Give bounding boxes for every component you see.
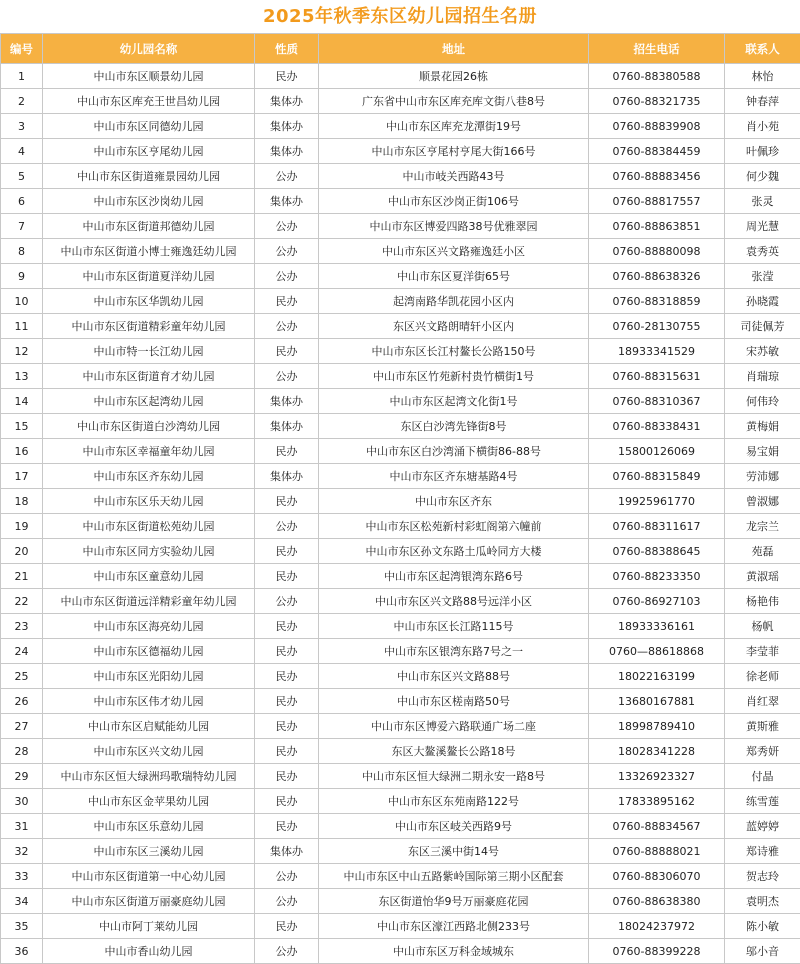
header-name: 幼儿园名称 (43, 34, 255, 64)
cell-contact: 袁秀英 (725, 239, 800, 264)
cell-number: 15 (1, 414, 43, 439)
cell-contact: 张灵 (725, 189, 800, 214)
cell-name: 中山市东区街道白沙湾幼儿园 (43, 414, 255, 439)
table-row (1, 889, 800, 914)
cell-type: 民办 (255, 289, 319, 314)
cell-number: 2 (1, 89, 43, 114)
cell-name: 中山市东区齐东幼儿园 (43, 464, 255, 489)
cell-phone: 18022163199 (589, 664, 725, 689)
cell-type: 民办 (255, 814, 319, 839)
table-row (1, 939, 800, 964)
cell-address: 中山市东区库充龙潭街19号 (319, 114, 589, 139)
header-phone: 招生电话 (589, 34, 725, 64)
cell-name: 中山市东区华凯幼儿园 (43, 289, 255, 314)
cell-number: 22 (1, 589, 43, 614)
cell-address: 中山市东区银湾东路7号之一 (319, 639, 589, 664)
cell-type: 民办 (255, 339, 319, 364)
cell-contact: 张滢 (725, 264, 800, 289)
cell-address: 中山市东区齐东 (319, 489, 589, 514)
table-row (1, 539, 800, 564)
table-row (1, 514, 800, 539)
cell-number: 26 (1, 689, 43, 714)
cell-number: 17 (1, 464, 43, 489)
cell-contact: 肖瑞琼 (725, 364, 800, 389)
cell-phone: 19925961770 (589, 489, 725, 514)
table-row (1, 114, 800, 139)
cell-phone: 0760-88883456 (589, 164, 725, 189)
cell-address: 中山市东区沙岗正街106号 (319, 189, 589, 214)
kindergarten-table (0, 33, 800, 964)
cell-type: 民办 (255, 789, 319, 814)
cell-phone: 0760-88380588 (589, 64, 725, 89)
cell-address: 中山市东区中山五路紫岭国际第三期小区配套 (319, 864, 589, 889)
cell-name: 中山市东区乐天幼儿园 (43, 489, 255, 514)
cell-number: 21 (1, 564, 43, 589)
table-row (1, 789, 800, 814)
cell-number: 33 (1, 864, 43, 889)
cell-name: 中山市东区街道夏洋幼儿园 (43, 264, 255, 289)
cell-phone: 18933336161 (589, 614, 725, 639)
cell-number: 6 (1, 189, 43, 214)
cell-type: 民办 (255, 564, 319, 589)
cell-contact: 林怡 (725, 64, 800, 89)
cell-address: 东区三溪中街14号 (319, 839, 589, 864)
cell-name: 中山市东区库充王世昌幼儿园 (43, 89, 255, 114)
cell-phone: 13326923327 (589, 764, 725, 789)
cell-phone: 0760-88321735 (589, 89, 725, 114)
cell-phone: 0760-88315849 (589, 464, 725, 489)
table-row (1, 814, 800, 839)
cell-address: 中山市东区白沙湾涌下横街86-88号 (319, 439, 589, 464)
cell-name: 中山市东区街道精彩童年幼儿园 (43, 314, 255, 339)
cell-number: 9 (1, 264, 43, 289)
cell-type: 民办 (255, 664, 319, 689)
cell-type: 民办 (255, 764, 319, 789)
cell-name: 中山市东区兴文幼儿园 (43, 739, 255, 764)
table-row (1, 264, 800, 289)
cell-phone: 0760-88306070 (589, 864, 725, 889)
cell-contact: 苑磊 (725, 539, 800, 564)
table-row (1, 764, 800, 789)
cell-contact: 黄淑瑶 (725, 564, 800, 589)
cell-phone: 0760-28130755 (589, 314, 725, 339)
cell-address: 中山市东区起湾文化街1号 (319, 389, 589, 414)
cell-name: 中山市东区街道松苑幼儿园 (43, 514, 255, 539)
cell-contact: 肖小苑 (725, 114, 800, 139)
cell-type: 民办 (255, 64, 319, 89)
header-type: 性质 (255, 34, 319, 64)
cell-contact: 邬小音 (725, 939, 800, 964)
cell-contact: 付晶 (725, 764, 800, 789)
cell-address: 中山市东区竹苑新村贵竹横街1号 (319, 364, 589, 389)
cell-address: 起湾南路华凯花园小区内 (319, 289, 589, 314)
cell-type: 民办 (255, 914, 319, 939)
table-row (1, 714, 800, 739)
cell-number: 5 (1, 164, 43, 189)
cell-type: 公办 (255, 214, 319, 239)
header-address: 地址 (319, 34, 589, 64)
cell-number: 25 (1, 664, 43, 689)
table-row (1, 839, 800, 864)
cell-contact: 黄梅娟 (725, 414, 800, 439)
cell-contact: 蓝婷婷 (725, 814, 800, 839)
cell-name: 中山市东区亨尾幼儿园 (43, 139, 255, 164)
cell-phone: 0760-88638326 (589, 264, 725, 289)
cell-phone: 0760-88310367 (589, 389, 725, 414)
table-row (1, 89, 800, 114)
cell-type: 民办 (255, 614, 319, 639)
cell-phone: 0760-88399228 (589, 939, 725, 964)
cell-address: 中山市东区博爱四路38号优雅翠园 (319, 214, 589, 239)
cell-contact: 杨艳伟 (725, 589, 800, 614)
cell-type: 公办 (255, 939, 319, 964)
cell-number: 13 (1, 364, 43, 389)
cell-name: 中山市东区街道远洋精彩童年幼儿园 (43, 589, 255, 614)
cell-type: 民办 (255, 639, 319, 664)
cell-type: 民办 (255, 714, 319, 739)
cell-name: 中山市东区恒大绿洲玛歌瑞特幼儿园 (43, 764, 255, 789)
cell-contact: 劳沛娜 (725, 464, 800, 489)
table-row (1, 239, 800, 264)
table-row (1, 739, 800, 764)
cell-name: 中山市东区童意幼儿园 (43, 564, 255, 589)
cell-number: 23 (1, 614, 43, 639)
cell-address: 东区兴文路朗晴轩小区内 (319, 314, 589, 339)
cell-name: 中山市东区同德幼儿园 (43, 114, 255, 139)
cell-number: 3 (1, 114, 43, 139)
cell-name: 中山市东区街道育才幼儿园 (43, 364, 255, 389)
cell-name: 中山市香山幼儿园 (43, 939, 255, 964)
cell-type: 集体办 (255, 464, 319, 489)
table-row (1, 689, 800, 714)
cell-name: 中山市东区德福幼儿园 (43, 639, 255, 664)
cell-number: 16 (1, 439, 43, 464)
cell-address: 中山市东区槎南路50号 (319, 689, 589, 714)
table-row (1, 914, 800, 939)
cell-contact: 陈小敏 (725, 914, 800, 939)
header-contact: 联系人 (725, 34, 800, 64)
cell-contact: 肖红翠 (725, 689, 800, 714)
cell-type: 公办 (255, 589, 319, 614)
cell-type: 民办 (255, 489, 319, 514)
cell-number: 7 (1, 214, 43, 239)
table-row (1, 864, 800, 889)
cell-type: 集体办 (255, 414, 319, 439)
table-row (1, 439, 800, 464)
cell-phone: 0760-88318859 (589, 289, 725, 314)
cell-number: 19 (1, 514, 43, 539)
cell-contact: 杨帆 (725, 614, 800, 639)
cell-contact: 何少魏 (725, 164, 800, 189)
cell-address: 中山市东区兴文路雍逸廷小区 (319, 239, 589, 264)
cell-phone: 0760—88618868 (589, 639, 725, 664)
cell-number: 32 (1, 839, 43, 864)
cell-contact: 李莹菲 (725, 639, 800, 664)
table-row (1, 139, 800, 164)
cell-type: 集体办 (255, 139, 319, 164)
cell-number: 11 (1, 314, 43, 339)
cell-contact: 郑秀妍 (725, 739, 800, 764)
table-row (1, 64, 800, 89)
cell-phone: 0760-88338431 (589, 414, 725, 439)
table-header-row (1, 34, 800, 64)
cell-type: 公办 (255, 889, 319, 914)
cell-type: 民办 (255, 439, 319, 464)
cell-address: 中山市东区兴文路88号 (319, 664, 589, 689)
cell-number: 31 (1, 814, 43, 839)
cell-name: 中山市东区启赋能幼儿园 (43, 714, 255, 739)
cell-number: 30 (1, 789, 43, 814)
cell-address: 广东省中山市东区库充库文街八巷8号 (319, 89, 589, 114)
cell-type: 集体办 (255, 389, 319, 414)
cell-address: 中山市东区东苑南路122号 (319, 789, 589, 814)
cell-type: 民办 (255, 539, 319, 564)
cell-type: 集体办 (255, 114, 319, 139)
cell-number: 36 (1, 939, 43, 964)
cell-name: 中山市东区乐意幼儿园 (43, 814, 255, 839)
cell-contact: 何伟玲 (725, 389, 800, 414)
table-row (1, 489, 800, 514)
cell-address: 中山市东区万科金域城东 (319, 939, 589, 964)
cell-address: 中山市东区夏洋街65号 (319, 264, 589, 289)
header-number: 编号 (1, 34, 43, 64)
cell-phone: 0760-88384459 (589, 139, 725, 164)
table-row (1, 614, 800, 639)
cell-number: 24 (1, 639, 43, 664)
cell-contact: 黄斯雅 (725, 714, 800, 739)
cell-type: 公办 (255, 364, 319, 389)
cell-contact: 钟春萍 (725, 89, 800, 114)
table-row (1, 464, 800, 489)
cell-address: 中山市东区松苑新村彩虹阁第六幢前 (319, 514, 589, 539)
table-row (1, 339, 800, 364)
cell-address: 中山市东区博爱六路联通广场二座 (319, 714, 589, 739)
cell-name: 中山市东区街道万丽豪庭幼儿园 (43, 889, 255, 914)
cell-number: 29 (1, 764, 43, 789)
cell-contact: 曾淑娜 (725, 489, 800, 514)
cell-address: 东区白沙湾先锋街8号 (319, 414, 589, 439)
cell-type: 民办 (255, 739, 319, 764)
table-body (1, 64, 800, 964)
table-row (1, 639, 800, 664)
table-row (1, 589, 800, 614)
cell-name: 中山市特一长江幼儿园 (43, 339, 255, 364)
cell-address: 中山市东区孙文东路土瓜岭同方大楼 (319, 539, 589, 564)
cell-address: 中山市东区濠江西路北侧233号 (319, 914, 589, 939)
cell-phone: 18933341529 (589, 339, 725, 364)
cell-phone: 18998789410 (589, 714, 725, 739)
cell-contact: 司徒佩芳 (725, 314, 800, 339)
cell-number: 8 (1, 239, 43, 264)
cell-type: 集体办 (255, 839, 319, 864)
cell-number: 35 (1, 914, 43, 939)
cell-name: 中山市东区街道小博士雍逸廷幼儿园 (43, 239, 255, 264)
cell-address: 东区街道怡华9号万丽豪庭花园 (319, 889, 589, 914)
cell-address: 中山市东区恒大绿洲二期永安一路8号 (319, 764, 589, 789)
cell-number: 34 (1, 889, 43, 914)
cell-type: 公办 (255, 164, 319, 189)
table-row (1, 314, 800, 339)
cell-number: 27 (1, 714, 43, 739)
cell-number: 28 (1, 739, 43, 764)
cell-phone: 13680167881 (589, 689, 725, 714)
cell-type: 公办 (255, 314, 319, 339)
cell-contact: 龙宗兰 (725, 514, 800, 539)
cell-name: 中山市东区三溪幼儿园 (43, 839, 255, 864)
cell-number: 12 (1, 339, 43, 364)
cell-phone: 18028341228 (589, 739, 725, 764)
cell-phone: 0760-88233350 (589, 564, 725, 589)
cell-address: 中山市东区兴文路88号远洋小区 (319, 589, 589, 614)
cell-type: 民办 (255, 689, 319, 714)
page-title: 2025年秋季东区幼儿园招生名册 (262, 6, 538, 27)
cell-number: 10 (1, 289, 43, 314)
cell-name: 中山市东区沙岗幼儿园 (43, 189, 255, 214)
cell-contact: 宋苏敏 (725, 339, 800, 364)
cell-number: 1 (1, 64, 43, 89)
cell-contact: 叶佩珍 (725, 139, 800, 164)
cell-phone: 0760-88863851 (589, 214, 725, 239)
cell-address: 东区大鳌溪鳌长公路18号 (319, 739, 589, 764)
cell-type: 公办 (255, 514, 319, 539)
cell-contact: 贺志玲 (725, 864, 800, 889)
cell-name: 中山市东区街道邦德幼儿园 (43, 214, 255, 239)
cell-number: 20 (1, 539, 43, 564)
cell-phone: 0760-88315631 (589, 364, 725, 389)
table-row (1, 664, 800, 689)
cell-phone: 0760-88880098 (589, 239, 725, 264)
cell-phone: 0760-88638380 (589, 889, 725, 914)
cell-name: 中山市东区光阳幼儿园 (43, 664, 255, 689)
cell-address: 中山市岐关西路43号 (319, 164, 589, 189)
cell-name: 中山市东区金苹果幼儿园 (43, 789, 255, 814)
table-row (1, 214, 800, 239)
cell-phone: 0760-88817557 (589, 189, 725, 214)
cell-address: 中山市东区长江村鳌长公路150号 (319, 339, 589, 364)
cell-name: 中山市东区同方实验幼儿园 (43, 539, 255, 564)
cell-number: 4 (1, 139, 43, 164)
cell-phone: 17833895162 (589, 789, 725, 814)
cell-type: 公办 (255, 864, 319, 889)
table-row (1, 389, 800, 414)
cell-type: 集体办 (255, 189, 319, 214)
cell-contact: 徐老师 (725, 664, 800, 689)
cell-phone: 15800126069 (589, 439, 725, 464)
cell-number: 14 (1, 389, 43, 414)
cell-type: 集体办 (255, 89, 319, 114)
cell-name: 中山市东区起湾幼儿园 (43, 389, 255, 414)
cell-address: 中山市东区亨尾村亨尾大街166号 (319, 139, 589, 164)
cell-phone: 18024237972 (589, 914, 725, 939)
cell-phone: 0760-88888021 (589, 839, 725, 864)
cell-name: 中山市阿丁莱幼儿园 (43, 914, 255, 939)
cell-name: 中山市东区顺景幼儿园 (43, 64, 255, 89)
table-row (1, 189, 800, 214)
table-row (1, 364, 800, 389)
cell-name: 中山市东区海亮幼儿园 (43, 614, 255, 639)
table-row (1, 414, 800, 439)
table-row (1, 164, 800, 189)
cell-phone: 0760-88834567 (589, 814, 725, 839)
cell-number: 18 (1, 489, 43, 514)
cell-name: 中山市东区街道第一中心幼儿园 (43, 864, 255, 889)
cell-phone: 0760-88839908 (589, 114, 725, 139)
cell-address: 中山市东区岐关西路9号 (319, 814, 589, 839)
cell-contact: 孙晓霞 (725, 289, 800, 314)
cell-address: 中山市东区起湾银湾东路6号 (319, 564, 589, 589)
cell-contact: 郑诗雅 (725, 839, 800, 864)
cell-phone: 0760-88388645 (589, 539, 725, 564)
cell-contact: 袁明杰 (725, 889, 800, 914)
cell-type: 公办 (255, 239, 319, 264)
cell-name: 中山市东区幸福童年幼儿园 (43, 439, 255, 464)
cell-address: 中山市东区长江路115号 (319, 614, 589, 639)
cell-address: 中山市东区齐东塘基路4号 (319, 464, 589, 489)
cell-address: 顺景花园26栋 (319, 64, 589, 89)
cell-contact: 易宝娟 (725, 439, 800, 464)
cell-phone: 0760-88311617 (589, 514, 725, 539)
table-row (1, 564, 800, 589)
cell-name: 中山市东区伟才幼儿园 (43, 689, 255, 714)
cell-type: 公办 (255, 264, 319, 289)
cell-contact: 练雪莲 (725, 789, 800, 814)
table-row (1, 289, 800, 314)
cell-name: 中山市东区街道雍景园幼儿园 (43, 164, 255, 189)
cell-contact: 周光慧 (725, 214, 800, 239)
cell-phone: 0760-86927103 (589, 589, 725, 614)
